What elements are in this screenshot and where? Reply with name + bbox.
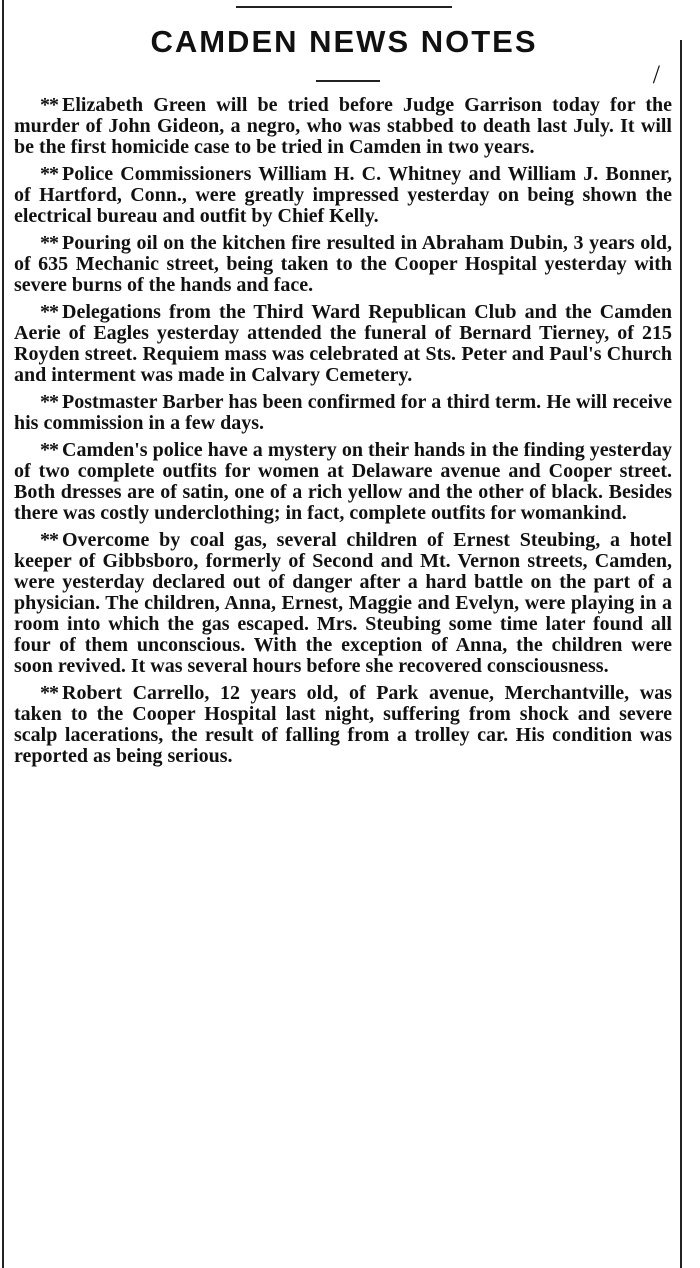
news-item bbox=[14, 164, 672, 227]
item-bullet: ** bbox=[40, 391, 58, 413]
item-bullet: ** bbox=[40, 682, 58, 704]
item-bullet: ** bbox=[40, 94, 58, 116]
item-bullet: ** bbox=[40, 529, 58, 551]
news-item-text: Robert Carrello, 12 years old, of Park avenue, Merchantville, was taken to the Cooper Hospital last night, suffering from shock and severe scalp lacerations, the result of falling from a trolley car. His condition was reported as being serious. bbox=[14, 682, 672, 767]
item-bullet: ** bbox=[40, 439, 58, 461]
item-bullet: ** bbox=[40, 163, 58, 185]
news-item bbox=[14, 233, 672, 296]
headline: CAMDEN NEWS NOTES bbox=[150, 24, 538, 59]
news-item-text: Postmaster Barber has been confirmed for a third term. He will receive his commission in a few days. bbox=[14, 391, 672, 434]
news-item-text: Police Commissioners William H. C. Whitney and William J. Bonner, of Hartford, Conn., were greatly impressed yesterday on being shown the electrical bureau and outfit by Chief Kelly. bbox=[14, 163, 672, 227]
news-item bbox=[14, 95, 672, 158]
news-item-text: Elizabeth Green will be tried before Judge Garrison today for the murder of John Gideon, a negro, who was stabbed to death last July. It will be the first homicide case to be tried in Camden in two years. bbox=[14, 94, 672, 158]
top-rule bbox=[236, 6, 452, 8]
news-item-text: Camden's police have a mystery on their hands in the finding yesterday of two complete outfits for women at Delaware avenue and Cooper street. Both dresses are of satin, one of a rich yellow and the other of black. Besides there was costly underclothing; in fact, complete outfits for womankind. bbox=[14, 439, 672, 524]
news-items bbox=[14, 95, 672, 773]
news-item-text: Delegations from the Third Ward Republican Club and the Camden Aerie of Eagles yesterday attended the funeral of Bernard Tierney, of 215 Royden street. Requiem mass was celebrated at Sts. Peter and Paul's Church and interment was made in Calvary Cemetery. bbox=[14, 301, 672, 386]
headline-rule bbox=[316, 80, 380, 82]
news-item bbox=[14, 392, 672, 434]
column-rule-left bbox=[2, 0, 4, 1268]
pencil-mark: / bbox=[652, 60, 660, 89]
news-item-text: Overcome by coal gas, several children of Ernest Steubing, a hotel keeper of Gibbsboro, formerly of Second and Mt. Vernon streets, Camden, were yesterday declared out of danger after a hard battle on the part of a physician. The children, Anna, Ernest, Maggie and Evelyn, were playing in a room into which the gas escaped. Mrs. Steubing some time later found all four of them unconscious. With the exception of Anna, the children were soon revived. It was several hours before she recovered consciousness. bbox=[14, 529, 672, 677]
news-item bbox=[14, 683, 672, 767]
item-bullet: ** bbox=[40, 232, 58, 254]
column-rule-right bbox=[680, 40, 682, 1268]
news-item bbox=[14, 302, 672, 386]
news-item-text: Pouring oil on the kitchen fire resulted in Abraham Dubin, 3 years old, of 635 Mechanic street, being taken to the Cooper Hospital yesterday with severe burns of the hands and face. bbox=[14, 232, 672, 296]
news-item bbox=[14, 530, 672, 677]
news-item bbox=[14, 440, 672, 524]
item-bullet: ** bbox=[40, 301, 58, 323]
